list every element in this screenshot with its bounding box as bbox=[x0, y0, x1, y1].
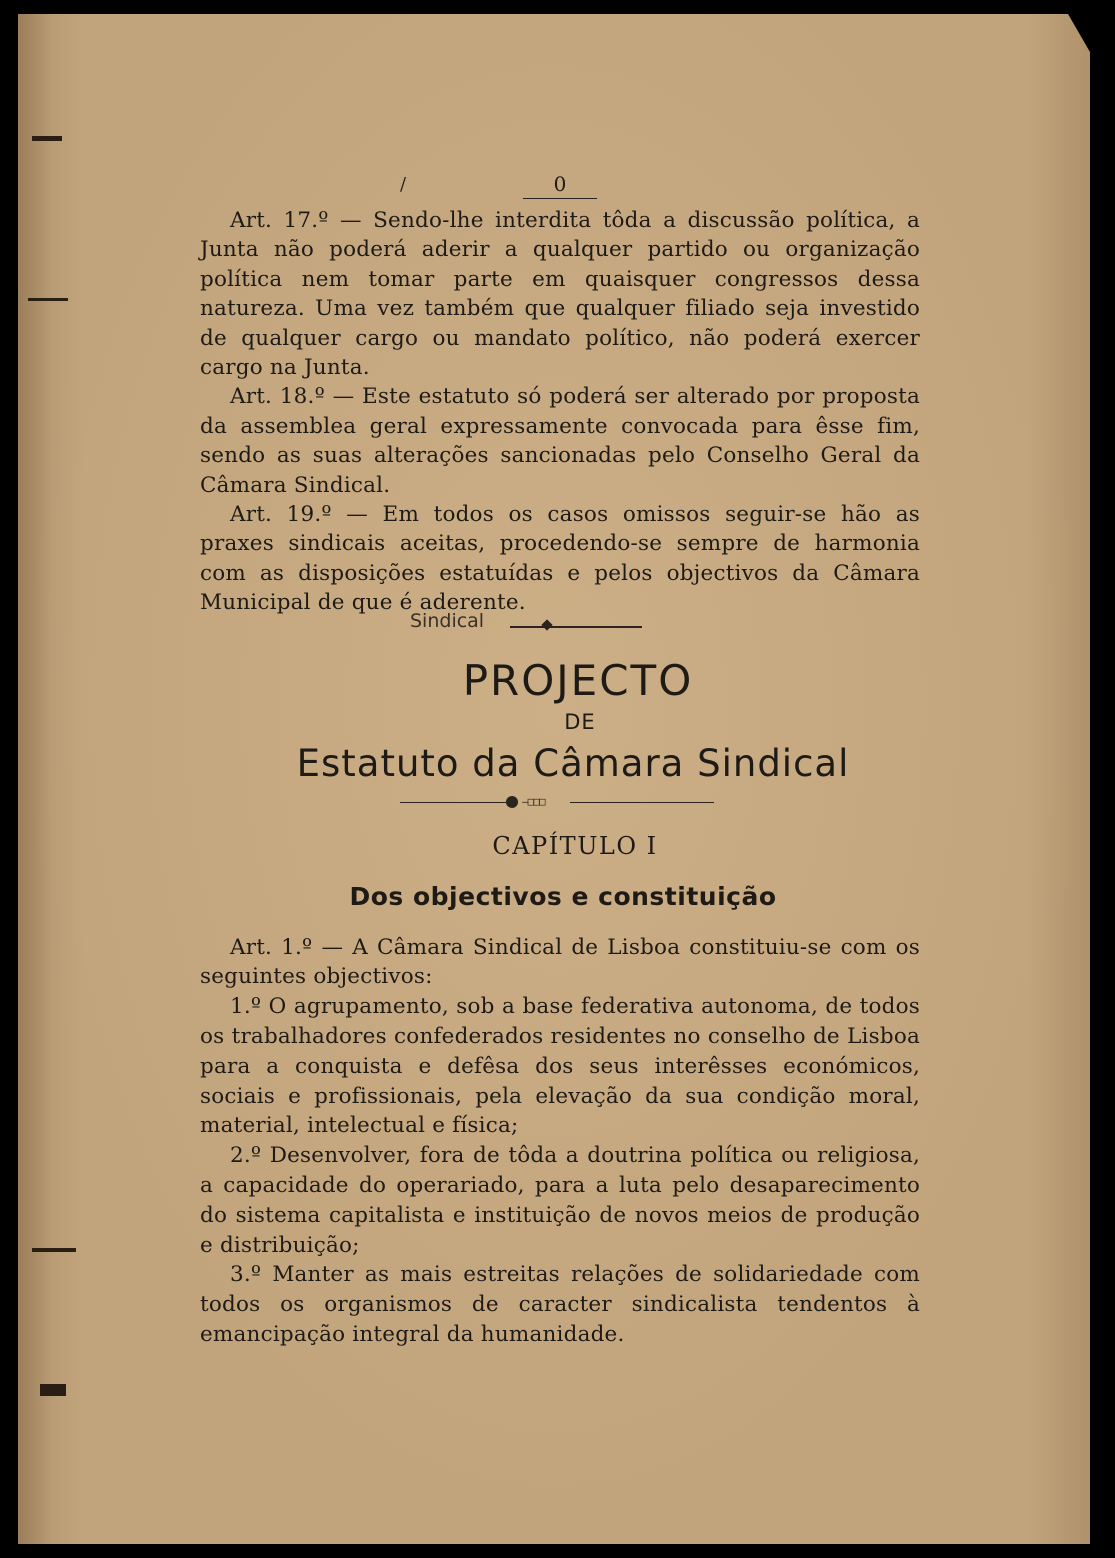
title-estatuto: Estatuto da Câmara Sindical bbox=[296, 741, 850, 785]
page-header bbox=[200, 170, 920, 206]
title-de: DE bbox=[564, 709, 596, 734]
ornament-divider bbox=[200, 788, 920, 818]
binding-mark bbox=[28, 298, 68, 301]
page-fold-shadow bbox=[18, 14, 52, 1544]
article-1: Art. 1.º — A Câmara Sindical de Lisboa constituiu-se com os seguintes objectivos: bbox=[200, 934, 920, 990]
article-19: Art. 19.º — Em todos os casos omissos seguir-se hão as praxes sindicais aceitas, procedendo-se sempre de harmonia com as disposições estatuídas e pelos objectivos da Câmara Municipal de que é aderente. bbox=[200, 502, 920, 616]
divider-line bbox=[510, 626, 642, 628]
correction-row bbox=[200, 609, 920, 646]
box-ornament-icon: —□□□ bbox=[522, 794, 545, 808]
diamond-ornament-icon bbox=[541, 619, 552, 630]
page-number: 0 bbox=[523, 170, 597, 199]
title-projecto: PROJECTO bbox=[462, 655, 694, 705]
divider-line bbox=[400, 802, 508, 804]
objective-3: 3.º Manter as mais estreitas relações de solidariedade com todos os organismos de caracter sindicalista tendentos à emancipação integral da humanidade. bbox=[200, 1262, 920, 1348]
torn-corner bbox=[1068, 14, 1090, 52]
round-ornament-icon bbox=[506, 796, 518, 808]
divider-line bbox=[570, 802, 714, 804]
chapter-body bbox=[200, 933, 920, 1350]
binding-mark bbox=[32, 136, 62, 141]
chapter-heading: CAPÍTULO I bbox=[492, 831, 658, 860]
page-content bbox=[200, 170, 920, 1350]
binding-mark bbox=[40, 1384, 66, 1396]
objective-1: 1.º O agrupamento, sob a base federativa autonoma, de todos os trabalhadores confederados residentes no conselho de Lisboa para a conquista e defêsa dos seus interêsses económicos, sociais e profissionais, pela elevação da sua condição moral, material, intelectual e física; bbox=[200, 994, 920, 1139]
objective-2: 2.º Desenvolver, fora de tôda a doutrina política ou religiosa, a capacidade do operariado, para a luta pelo desaparecimento do sistema capitalista e instituição de novos meios de produção e distribuição; bbox=[200, 1143, 920, 1258]
section-heading: Dos objectivos e constituição bbox=[349, 881, 777, 911]
binding-mark bbox=[32, 1248, 76, 1252]
pencil-mark: / bbox=[400, 174, 407, 195]
article-18: Art. 18.º — Este estatuto só poderá ser alterado por proposta da assemblea geral expressamente convocada para êsse fim, sendo as suas alterações sancionadas pelo Conselho Geral da Câmara Sindical. bbox=[200, 384, 920, 498]
handwritten-correction: Sindical bbox=[410, 609, 485, 632]
article-17: Art. 17.º — Sendo-lhe interdita tôda a discussão política, a Junta não poderá aderir a qualquer partido ou organização política nem tomar parte em quaisquer congressos dessa natureza. Uma vez também que qualquer filiado seja investido de qualquer cargo ou mandato político, não poderá exercer cargo na Junta. bbox=[200, 208, 920, 381]
